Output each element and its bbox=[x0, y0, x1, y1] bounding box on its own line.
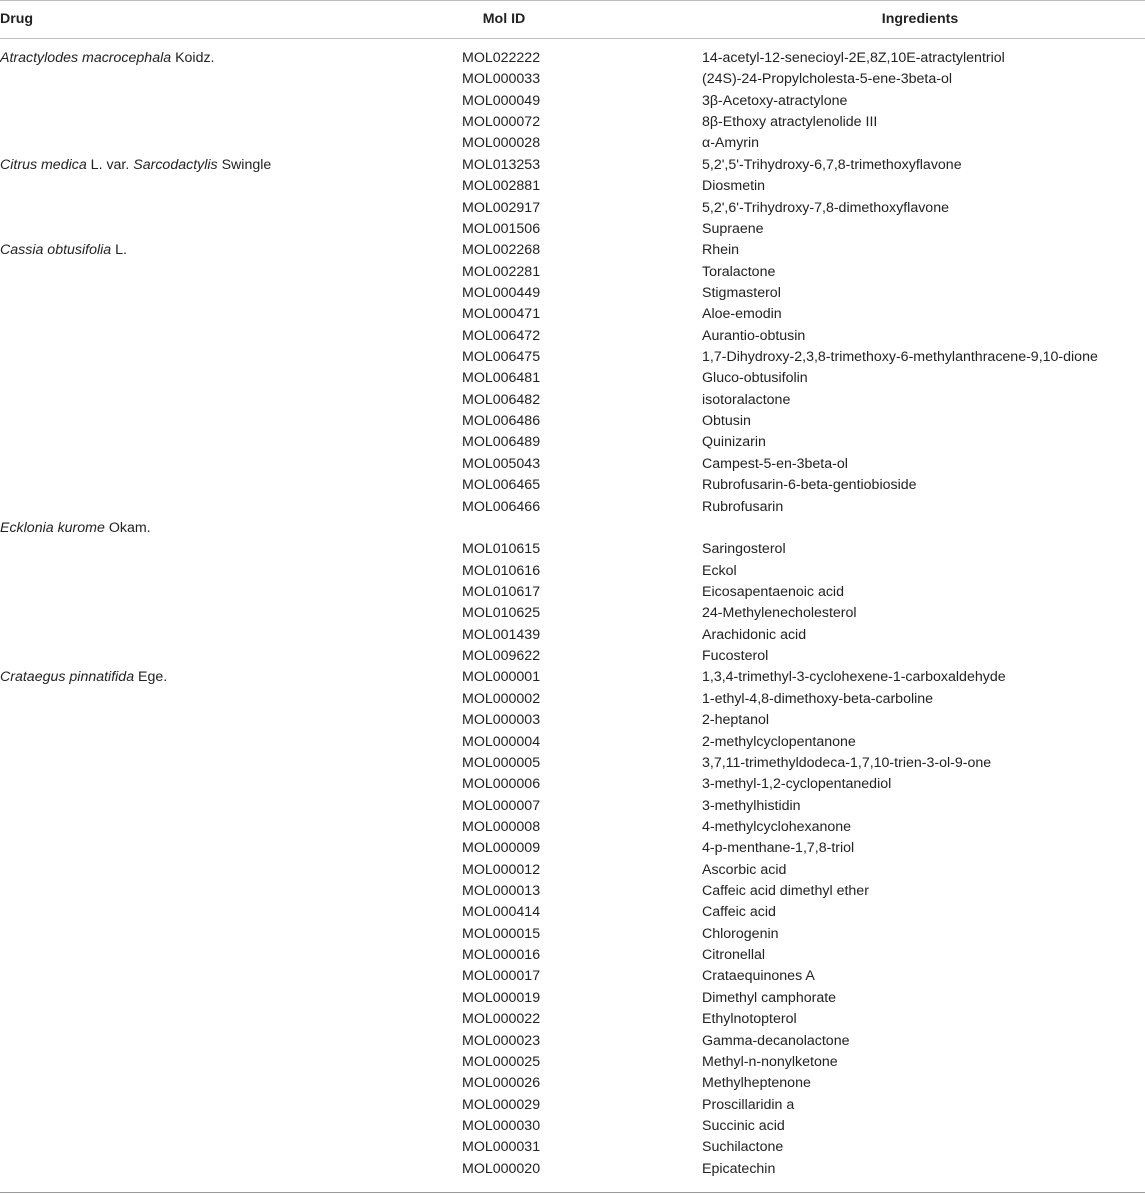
ingredient-cell: 1,3,4-trimethyl-3-cyclohexene-1-carboxaldehyde bbox=[702, 669, 1006, 686]
table-row bbox=[0, 1052, 1145, 1073]
ingredient-cell: 3β-Acetoxy-atractylone bbox=[702, 92, 848, 109]
mol-id-cell: MOL000026 bbox=[462, 1075, 541, 1092]
table-row bbox=[0, 988, 1145, 1009]
mol-id-cell: MOL000020 bbox=[462, 1160, 541, 1177]
ingredient-cell: Caffeic acid bbox=[702, 904, 776, 921]
mol-id-cell: MOL022222 bbox=[462, 50, 541, 66]
mol-id-cell: MOL001506 bbox=[462, 220, 541, 237]
ingredient-cell: Toralactone bbox=[702, 263, 776, 280]
table-row bbox=[0, 945, 1145, 966]
ingredient-cell: Campest-5-en-3beta-ol bbox=[702, 455, 848, 472]
ingredient-cell: Gamma-decanolactone bbox=[702, 1032, 850, 1049]
header-ingredients: Ingredients bbox=[881, 11, 959, 27]
drug-name-authority: Okam. bbox=[104, 519, 151, 536]
ingredient-cell: Ascorbic acid bbox=[702, 861, 787, 878]
table-row bbox=[0, 497, 1145, 518]
table-row bbox=[0, 1137, 1145, 1158]
table-row bbox=[0, 539, 1145, 560]
table-row bbox=[0, 796, 1145, 817]
table-row bbox=[0, 283, 1145, 304]
mol-id-cell: MOL000005 bbox=[462, 754, 541, 771]
table-row bbox=[0, 732, 1145, 753]
table-row bbox=[0, 1159, 1145, 1180]
ingredient-cell: Suchilactone bbox=[702, 1139, 784, 1156]
table-row bbox=[0, 91, 1145, 112]
ingredient-cell: Eicosapentaenoic acid bbox=[702, 583, 844, 600]
table-row bbox=[0, 1095, 1145, 1116]
ingredient-cell: 4-p-menthane-1,7,8-triol bbox=[702, 840, 855, 857]
ingredient-cell: Caffeic acid dimethyl ether bbox=[702, 883, 869, 900]
table-row bbox=[0, 817, 1145, 838]
table-row bbox=[0, 368, 1145, 389]
table-row bbox=[0, 689, 1145, 710]
mol-id-cell: MOL002917 bbox=[462, 199, 541, 216]
mol-id-cell: MOL006475 bbox=[462, 349, 541, 366]
mol-id-cell: MOL013253 bbox=[462, 156, 541, 173]
mol-id-cell: MOL000017 bbox=[462, 968, 541, 985]
ingredient-cell: 1,7-Dihydroxy-2,3,8-trimethoxy-6-methylanthracene-9,10-dione bbox=[702, 349, 1098, 366]
ingredient-cell: Gluco-obtusifolin bbox=[702, 370, 808, 387]
table-bottom-rule bbox=[0, 1192, 1145, 1193]
ingredient-cell: 3-methyl-1,2-cyclopentanediol bbox=[702, 776, 892, 793]
mol-id-cell: MOL010625 bbox=[462, 605, 541, 622]
mol-id-cell: MOL000471 bbox=[462, 306, 541, 323]
ingredient-cell: Crataequinones A bbox=[702, 968, 815, 985]
table-row bbox=[0, 561, 1145, 582]
drug-name-italic: Sarcodactylis bbox=[133, 156, 218, 173]
ingredient-cell: Aurantio-obtusin bbox=[702, 327, 806, 344]
table-row bbox=[0, 454, 1145, 475]
mol-id-cell: MOL000004 bbox=[462, 733, 541, 750]
mol-id-cell: MOL006472 bbox=[462, 327, 541, 344]
ingredient-cell: Aloe-emodin bbox=[702, 306, 782, 323]
ingredient-cell: (24S)-24-Propylcholesta-5-ene-3beta-ol bbox=[702, 71, 952, 88]
drug-name-authority: L. var. bbox=[86, 156, 134, 173]
mol-id-cell: MOL002281 bbox=[462, 263, 541, 280]
drug-cell bbox=[0, 667, 167, 688]
mol-id-cell: MOL000001 bbox=[462, 669, 541, 686]
mol-id-cell: MOL006481 bbox=[462, 370, 541, 387]
table-row bbox=[0, 432, 1145, 453]
ingredient-cell: Ethylnotopterol bbox=[702, 1011, 797, 1028]
ingredient-cell: Proscillaridin a bbox=[702, 1096, 795, 1113]
table-row bbox=[0, 219, 1145, 240]
drug-cell bbox=[0, 48, 215, 69]
table-row bbox=[0, 411, 1145, 432]
drug-cell bbox=[0, 240, 127, 261]
mol-id-cell: MOL000414 bbox=[462, 904, 541, 921]
mol-id-cell: MOL000019 bbox=[462, 989, 541, 1006]
table-row bbox=[0, 155, 1145, 176]
drug-name-italic: Citrus medica bbox=[0, 156, 87, 173]
table-row bbox=[0, 667, 1145, 688]
mol-id-cell: MOL000006 bbox=[462, 776, 541, 793]
table-row bbox=[0, 966, 1145, 987]
table-row bbox=[0, 1009, 1145, 1030]
ingredient-cell: α-Amyrin bbox=[702, 135, 760, 152]
table-row bbox=[0, 518, 1145, 539]
mol-id-cell: MOL000449 bbox=[462, 284, 541, 301]
table-row bbox=[0, 48, 1145, 69]
ingredient-cell: Obtusin bbox=[702, 413, 751, 430]
table-header bbox=[0, 0, 1145, 38]
ingredient-cell: Stigmasterol bbox=[702, 284, 781, 301]
table-row bbox=[0, 112, 1145, 133]
ingredient-cell: 5,2',5'-Trihydroxy-6,7,8-trimethoxyflavone bbox=[702, 156, 962, 173]
mol-id-cell: MOL005043 bbox=[462, 455, 541, 472]
ingredient-cell: Arachidonic acid bbox=[702, 626, 807, 643]
table-row bbox=[0, 198, 1145, 219]
table-row bbox=[0, 475, 1145, 496]
mol-id-cell: MOL000012 bbox=[462, 861, 541, 878]
table-row bbox=[0, 1031, 1145, 1052]
mol-id-cell: MOL001439 bbox=[462, 626, 541, 643]
table-row bbox=[0, 347, 1145, 368]
mol-id-cell: MOL006482 bbox=[462, 391, 541, 408]
ingredient-cell: Rubrofusarin-6-beta-gentiobioside bbox=[702, 477, 917, 494]
ingredient-cell: Diosmetin bbox=[702, 178, 766, 195]
ingredient-cell: Saringosterol bbox=[702, 541, 786, 558]
drug-name-authority: Ege. bbox=[134, 669, 168, 686]
ingredient-cell: Dimethyl camphorate bbox=[702, 989, 837, 1006]
mol-id-cell: MOL000013 bbox=[462, 883, 541, 900]
table-row bbox=[0, 603, 1145, 624]
table-row bbox=[0, 881, 1145, 902]
table-row bbox=[0, 326, 1145, 347]
mol-id-cell: MOL000028 bbox=[462, 135, 541, 152]
ingredient-cell: Succinic acid bbox=[702, 1117, 785, 1134]
mol-id-cell: MOL000029 bbox=[462, 1096, 541, 1113]
table-row bbox=[0, 625, 1145, 646]
ingredient-cell: Rubrofusarin bbox=[702, 498, 784, 515]
mol-id-cell: MOL000009 bbox=[462, 840, 541, 857]
mol-id-cell: MOL006466 bbox=[462, 498, 541, 515]
mol-id-cell: MOL002881 bbox=[462, 178, 541, 195]
table-row bbox=[0, 646, 1145, 667]
table-row bbox=[0, 69, 1145, 90]
table-row bbox=[0, 133, 1145, 154]
table-row bbox=[0, 902, 1145, 923]
mol-id-cell: MOL006465 bbox=[462, 477, 541, 494]
mol-id-cell: MOL000033 bbox=[462, 71, 541, 88]
mol-id-cell: MOL010615 bbox=[462, 541, 541, 558]
ingredient-cell: Epicatechin bbox=[702, 1160, 776, 1177]
mol-id-cell: MOL000015 bbox=[462, 925, 541, 942]
ingredient-cell: 8β-Ethoxy atractylenolide III bbox=[702, 114, 878, 131]
ingredient-cell: 14-acetyl-12-senecioyl-2E,8Z,10E-atractylentriol bbox=[702, 50, 1005, 66]
table-row bbox=[0, 304, 1145, 325]
ingredient-cell: Rhein bbox=[702, 242, 740, 259]
table-row bbox=[0, 582, 1145, 603]
mol-id-cell: MOL000025 bbox=[462, 1053, 541, 1070]
drug-name-italic: Atractylodes macrocephala bbox=[0, 50, 172, 66]
ingredient-cell: Chlorogenin bbox=[702, 925, 779, 942]
drug-cell bbox=[0, 155, 271, 176]
table-row bbox=[0, 262, 1145, 283]
drug-name-italic: Ecklonia kurome bbox=[0, 519, 105, 536]
table-header-rule bbox=[0, 38, 1145, 39]
table-body bbox=[0, 48, 1145, 1180]
table-row bbox=[0, 774, 1145, 795]
drug-name-italic: Crataegus pinnatifida bbox=[0, 669, 135, 686]
mol-id-cell: MOL006489 bbox=[462, 434, 541, 451]
header-mol-id: Mol ID bbox=[482, 11, 526, 27]
mol-id-cell: MOL000072 bbox=[462, 114, 541, 131]
mol-id-cell: MOL002268 bbox=[462, 242, 541, 259]
mol-id-cell: MOL000016 bbox=[462, 947, 541, 964]
ingredient-cell: Quinizarin bbox=[702, 434, 766, 451]
mol-id-cell: MOL000031 bbox=[462, 1139, 541, 1156]
ingredient-cell: 2-heptanol bbox=[702, 712, 770, 729]
table-row bbox=[0, 176, 1145, 197]
mol-id-cell: MOL000003 bbox=[462, 712, 541, 729]
drug-name-authority: L. bbox=[111, 242, 127, 259]
ingredient-cell: 2-methylcyclopentanone bbox=[702, 733, 856, 750]
drug-name-italic: Cassia obtusifolia bbox=[0, 242, 112, 259]
table-row bbox=[0, 838, 1145, 859]
table-row bbox=[0, 1073, 1145, 1094]
table-row bbox=[0, 390, 1145, 411]
ingredient-cell: Fucosterol bbox=[702, 648, 769, 665]
ingredient-cell: isotoralactone bbox=[702, 391, 791, 408]
mol-id-cell: MOL000022 bbox=[462, 1011, 541, 1028]
ingredient-cell: Citronellal bbox=[702, 947, 766, 964]
table-row bbox=[0, 924, 1145, 945]
ingredient-cell: 4-methylcyclohexanone bbox=[702, 818, 852, 835]
table-row bbox=[0, 710, 1145, 731]
mol-id-cell: MOL009622 bbox=[462, 648, 541, 665]
ingredient-cell: 3,7,11-trimethyldodeca-1,7,10-trien-3-ol-9-one bbox=[702, 754, 992, 771]
drug-name-authority: Koidz. bbox=[171, 50, 215, 66]
mol-id-cell: MOL010616 bbox=[462, 562, 541, 579]
mol-id-cell: MOL010617 bbox=[462, 583, 541, 600]
mol-id-cell: MOL000023 bbox=[462, 1032, 541, 1049]
mol-id-cell: MOL000049 bbox=[462, 92, 541, 109]
ingredient-cell: Methyl-n-nonylketone bbox=[702, 1053, 838, 1070]
ingredient-cell: 5,2',6'-Trihydroxy-7,8-dimethoxyflavone bbox=[702, 199, 949, 216]
mol-id-cell: MOL006486 bbox=[462, 413, 541, 430]
header-drug: Drug bbox=[0, 11, 34, 27]
mol-id-cell: MOL000030 bbox=[462, 1117, 541, 1134]
mol-id-cell: MOL000007 bbox=[462, 797, 541, 814]
ingredient-cell: Methylheptenone bbox=[702, 1075, 811, 1092]
ingredient-cell: Supraene bbox=[702, 220, 764, 237]
ingredient-cell: Eckol bbox=[702, 562, 737, 579]
ingredient-cell: 1-ethyl-4,8-dimethoxy-beta-carboline bbox=[702, 690, 934, 707]
table-row bbox=[0, 860, 1145, 881]
table-row bbox=[0, 753, 1145, 774]
mol-id-cell: MOL000008 bbox=[462, 818, 541, 835]
ingredient-cell: 24-Methylenecholesterol bbox=[702, 605, 857, 622]
ingredient-cell: 3-methylhistidin bbox=[702, 797, 801, 814]
drug-name-authority: Swingle bbox=[217, 156, 272, 173]
table-row bbox=[0, 240, 1145, 261]
table-row bbox=[0, 1116, 1145, 1137]
mol-id-cell: MOL000002 bbox=[462, 690, 541, 707]
drug-cell bbox=[0, 518, 151, 539]
